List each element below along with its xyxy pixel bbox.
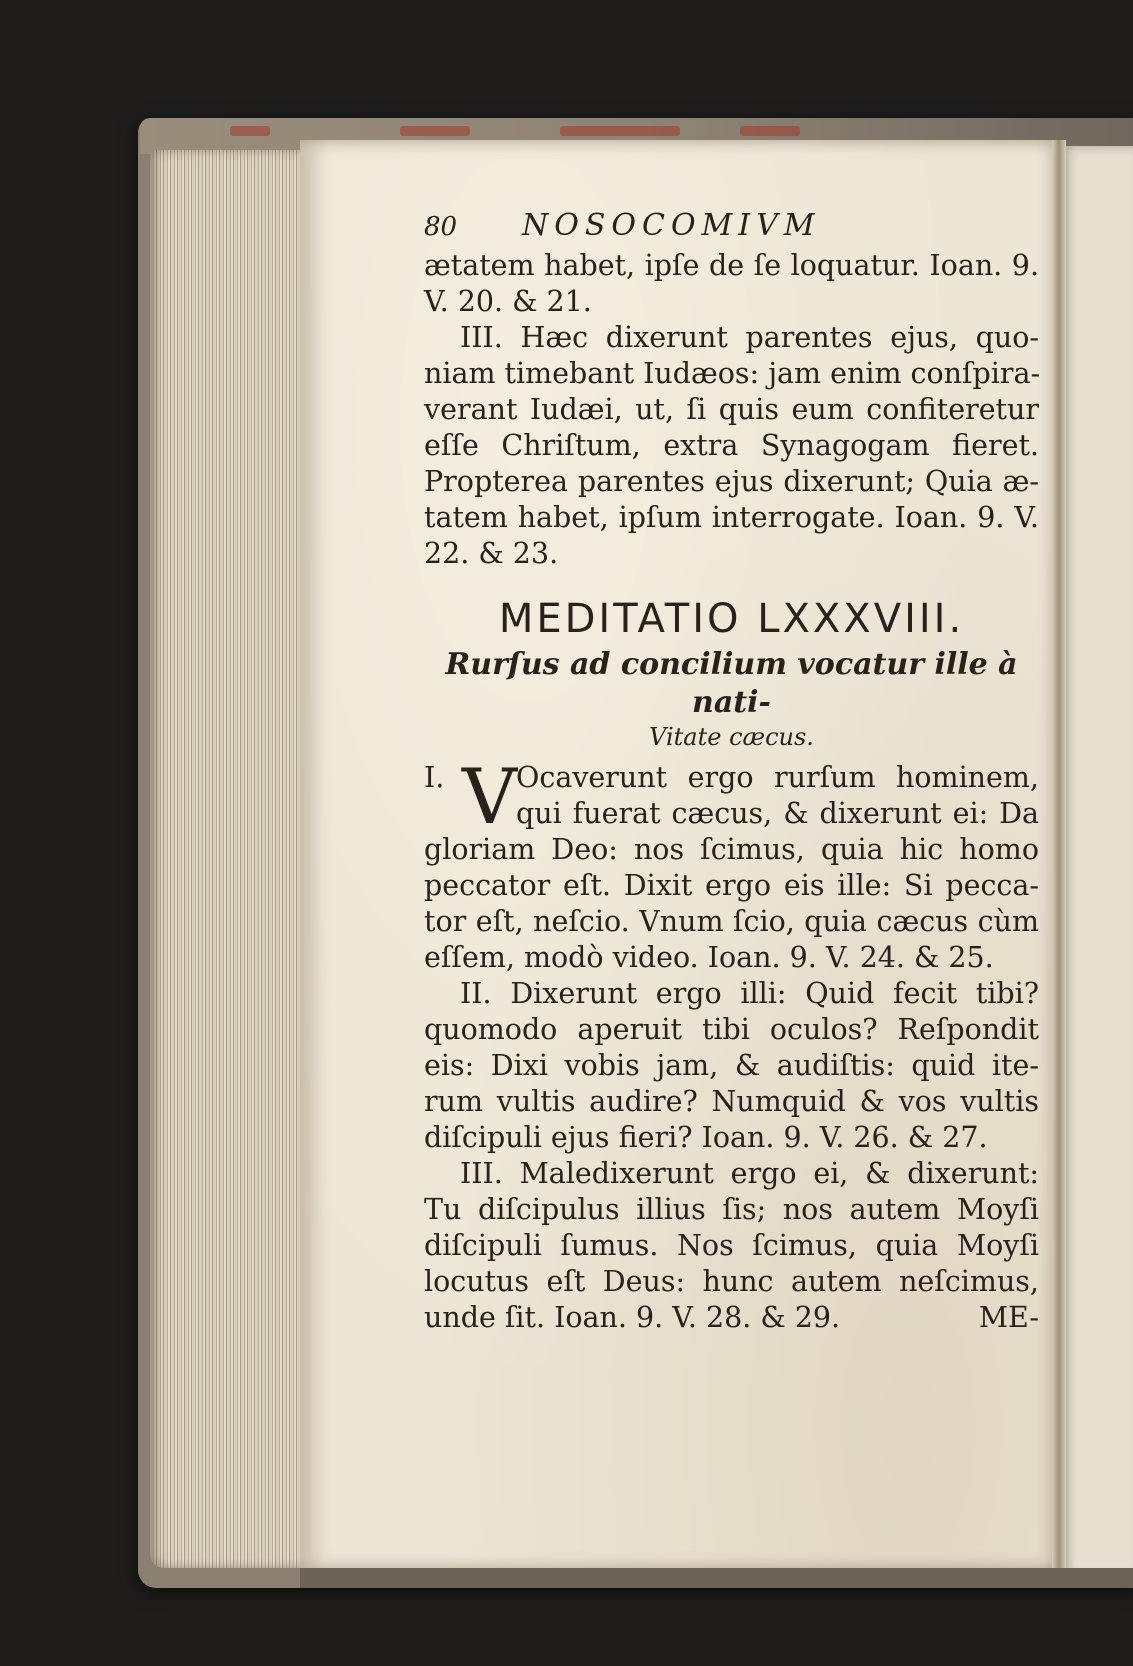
page-text [424, 208, 1039, 1336]
text-line: verant Iudæi, ut, ſi quis eum confiteretur [424, 393, 1039, 426]
text-line: ætatem habet, ipſe de ſe loquatur. Ioan. 9. [424, 249, 1039, 282]
section-i [424, 752, 1039, 976]
page-stack-edge [150, 150, 312, 1568]
text-line: eſſem, modò video. Ioan. 9. V. 24. & 25. [424, 941, 994, 974]
meditation-subtitle-cont: Vitate cæcus. [649, 723, 814, 751]
meditation-heading: MEDITATIO LXXXVIII. [498, 596, 965, 642]
book-gutter [1052, 140, 1066, 1570]
text-line: V. 20. & 21. [424, 285, 592, 318]
text-line: eſſe Chriſtum, extra Synagogam fieret. [424, 429, 1039, 462]
text-line: 22. & 23. [424, 537, 559, 570]
text-line: peccator eſt. Dixit ergo eis ille: Si pecca- [424, 869, 1039, 902]
text-line: rum vultis audire? Numquid & vos vultis [424, 1085, 1039, 1118]
text-line: quomodo aperuit tibi oculos? Reſpondit [424, 1013, 1039, 1046]
catchword: ME- [978, 1301, 1039, 1334]
drop-capital: V [462, 752, 517, 841]
text-line: locutus eſt Deus: hunc autem neſcimus, [424, 1265, 1039, 1298]
text-line: unde ſit. Ioan. 9. V. 28. & 29. [424, 1301, 841, 1334]
text-line: Ocaverunt ergo rurſum hominem, [516, 761, 1039, 794]
right-page-edge [1060, 146, 1133, 1576]
text-line: diſcipuli ſumus. Nos ſcimus, quia Moyſi [424, 1229, 1039, 1262]
text-line: diſcipuli ejus fieri? Ioan. 9. V. 26. & 27. [424, 1121, 988, 1154]
book-bottom-edge [300, 1568, 1133, 1588]
text-line: eis: Dixi vobis jam, & audiſtis: quid ite- [424, 1049, 1039, 1082]
page-number: 80 [424, 212, 458, 242]
text-line: Propterea parentes ejus dixerunt; Quia æ- [424, 465, 1039, 498]
text-line: tor eſt, neſcio. Vnum ſcio, quia cæcus cùm [424, 905, 1039, 938]
text-line: qui fuerat cæcus, & dixerunt ei: Da [516, 797, 1039, 830]
text-line: niam timebant Iudæos: jam enim conſpira- [424, 357, 1041, 390]
text-line: gloriam Deo: nos ſcimus, quia hic homo [424, 833, 1039, 866]
text-line: III. Hæc dixerunt parentes ejus, quo- [460, 321, 1039, 354]
text-line: III. Maledixerunt ergo ei, & dixerunt: [460, 1157, 1039, 1190]
text-line: II. Dixerunt ergo illi: Quid fecit tibi? [460, 977, 1039, 1010]
running-head [424, 208, 1039, 248]
meditation-subtitle: Rurſus ad concilium vocatur ille à nati- [445, 647, 1018, 720]
running-title: NOSOCOMIVM [522, 208, 821, 243]
section-numeral: I. [424, 761, 445, 794]
text-line: tatem habet, ipſum interrogate. Ioan. 9. V. [424, 501, 1039, 534]
text-line: Tu diſcipulus illius ſis; nos autem Moyſi [424, 1193, 1039, 1226]
